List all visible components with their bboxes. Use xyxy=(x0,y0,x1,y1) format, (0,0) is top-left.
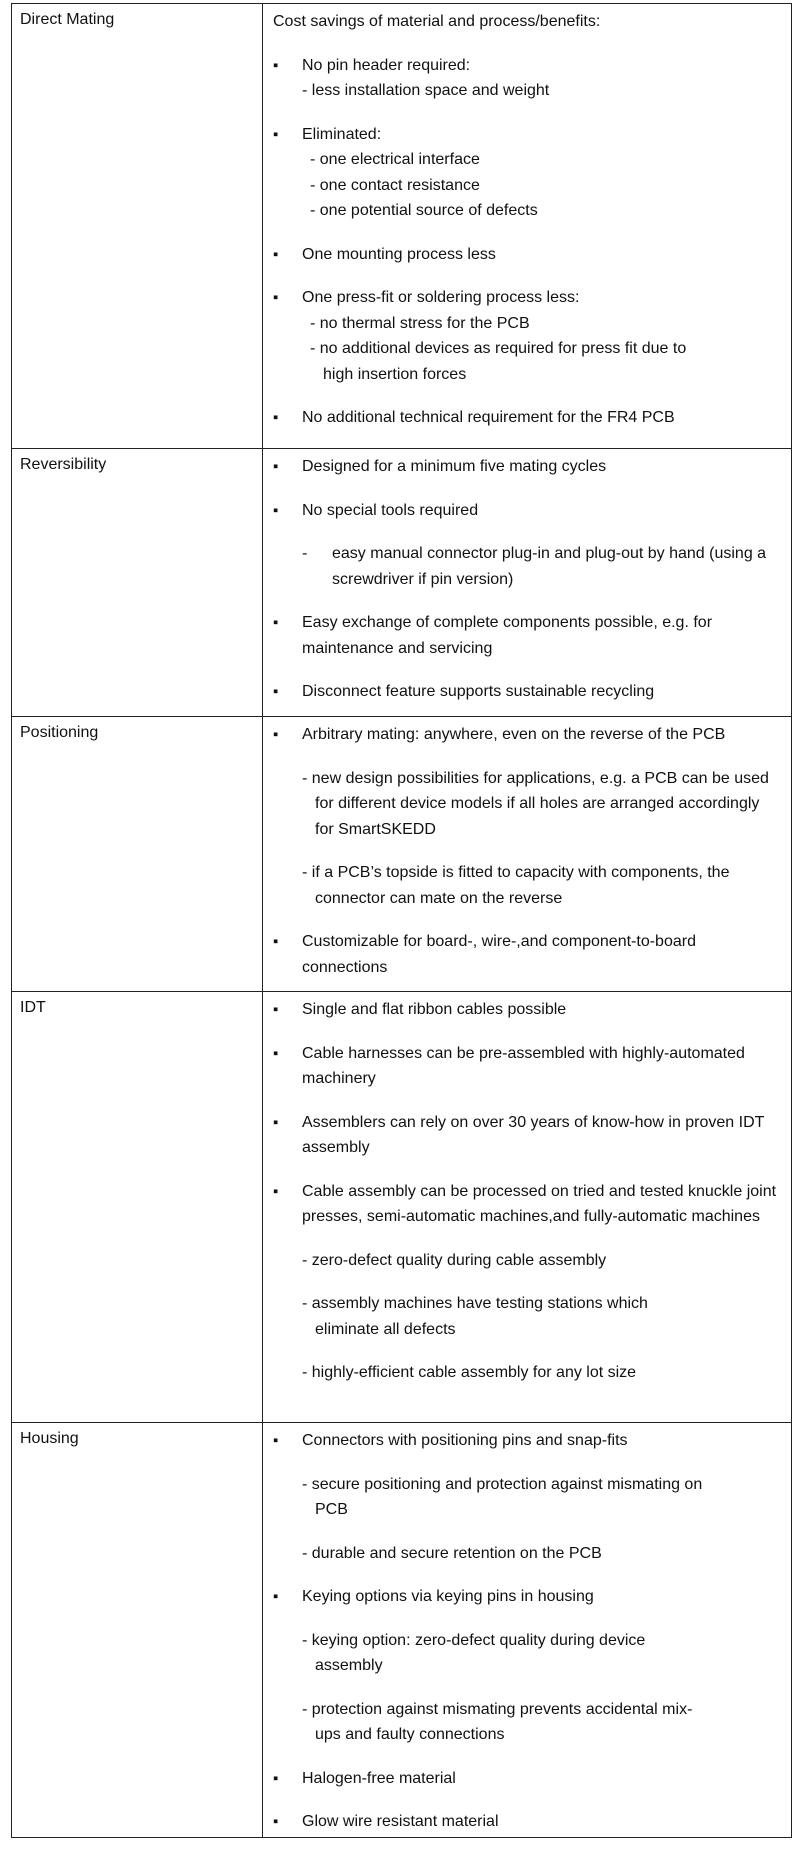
bullet-icon: ▪ xyxy=(273,1588,279,1605)
sub-item: - highly-efficient cable assembly for any lot size xyxy=(302,1364,637,1381)
table-row xyxy=(12,449,792,717)
row-content xyxy=(263,449,792,717)
features-table xyxy=(11,3,792,1838)
list-item: ▪ Assemblers can rely on over 30 years of know-how in proven IDT assembly xyxy=(263,1110,791,1161)
list-item: ▪ Easy exchange of complete components possible, e.g. for maintenance and servicing xyxy=(263,610,791,661)
list-item: ▪ Cable harnesses can be pre-assembled with highly-automated machinery xyxy=(263,1041,791,1092)
list-item: ▪ No additional technical requirement for the FR4 PCB xyxy=(263,405,791,431)
sub-item: - durable and secure retention on the PCB xyxy=(302,1544,602,1562)
row-content xyxy=(263,4,792,449)
list-item: ▪ One press-fit or soldering process less: xyxy=(263,285,791,311)
bullet-icon: ▪ xyxy=(273,614,279,631)
list-item: ▪ Customizable for board-, wire-,and component-to-board connections xyxy=(263,929,791,980)
sub-item: - one potential source of defects xyxy=(310,202,538,219)
bullet-icon: ▪ xyxy=(273,458,279,475)
bullet-icon: ▪ xyxy=(273,1113,279,1131)
table-row xyxy=(12,992,792,1423)
bullet-icon: ▪ xyxy=(273,1769,279,1787)
list-item: ▪ Cable assembly can be processed on tried and tested knuckle joint presses, semi-automatic machines,and fully-automatic machines xyxy=(263,1179,791,1230)
row-content xyxy=(263,992,792,1423)
bullet-icon: ▪ xyxy=(273,1001,279,1018)
list-item: ▪ Eliminated: xyxy=(263,122,791,148)
table-row xyxy=(12,1423,792,1838)
sub-item: - one electrical interface xyxy=(310,151,480,168)
list-item: ▪ Disconnect feature supports sustainable recycling xyxy=(263,679,791,705)
row-label: IDT xyxy=(12,992,263,1423)
sub-item: - zero-defect quality during cable assembly xyxy=(302,1251,607,1269)
bullet-icon: ▪ xyxy=(273,125,279,143)
table-row xyxy=(12,717,792,992)
bullet-icon: ▪ xyxy=(273,726,279,743)
bullet-icon: ▪ xyxy=(273,409,279,426)
table-row xyxy=(12,4,792,449)
list-item: ▪ Single and flat ribbon cables possible xyxy=(263,997,791,1023)
sub-item: - if a PCB’s topside is fitted to capacity with components, the connector can mate on the reverse xyxy=(302,864,730,907)
sub-item: - secure positioning and protection against mismating on PCB xyxy=(302,1475,703,1518)
bullet-icon: ▪ xyxy=(273,1432,279,1449)
sub-item: - less installation space and weight xyxy=(302,82,550,99)
list-item: ▪ Halogen-free material xyxy=(263,1766,791,1792)
row-content xyxy=(263,1423,792,1838)
sub-item: - protection against mismating prevents accidental mix- ups and faulty connections xyxy=(302,1700,693,1743)
row-label: Positioning xyxy=(12,717,263,992)
list-item: ▪ Keying options via keying pins in housing xyxy=(263,1584,791,1610)
list-item: ▪ No pin header required: xyxy=(263,53,791,79)
bullet-icon: ▪ xyxy=(273,56,279,74)
list-item: ▪ Arbitrary mating: anywhere, even on the reverse of the PCB xyxy=(263,722,791,748)
row-label: Direct Mating xyxy=(12,4,263,449)
sub-item: - one contact resistance xyxy=(310,176,480,194)
sub-item: - new design possibilities for applications, e.g. a PCB can be used for different device models if all holes are arranged accordingly for SmartSKEDD xyxy=(302,769,769,838)
bullet-icon: ▪ xyxy=(273,1182,279,1200)
bullet-icon: ▪ xyxy=(273,289,279,306)
sub-item: - assembly machines have testing stations which eliminate all defects xyxy=(302,1295,648,1338)
sub-item: - no thermal stress for the PCB xyxy=(310,314,530,332)
sub-item: - no additional devices as required for press fit due to xyxy=(310,340,687,357)
row-content xyxy=(263,717,792,992)
sub-item: high insertion forces xyxy=(323,365,467,383)
sub-item: - easy manual connector plug-in and plug-out by hand (using a screwdriver if pin version) xyxy=(302,545,767,588)
list-item: ▪ No special tools required xyxy=(263,498,791,524)
bullet-icon: ▪ xyxy=(273,1044,279,1062)
list-item: ▪ Designed for a minimum five mating cycles xyxy=(263,454,791,480)
list-item: ▪ Connectors with positioning pins and snap-fits xyxy=(263,1428,791,1454)
sub-item: - keying option: zero-defect quality during device assembly xyxy=(302,1631,646,1674)
bullet-icon: ▪ xyxy=(273,1813,279,1830)
bullet-icon: ▪ xyxy=(273,245,279,263)
bullet-icon: ▪ xyxy=(273,501,279,519)
bullet-icon: ▪ xyxy=(273,933,279,950)
row-label: Reversibility xyxy=(12,449,263,717)
intro-text: Cost savings of material and process/benefits: xyxy=(273,13,601,30)
bullet-icon: ▪ xyxy=(273,683,279,700)
list-item: ▪ Glow wire resistant material xyxy=(263,1809,791,1835)
row-label: Housing xyxy=(12,1423,263,1838)
list-item: ▪ One mounting process less xyxy=(263,242,791,268)
